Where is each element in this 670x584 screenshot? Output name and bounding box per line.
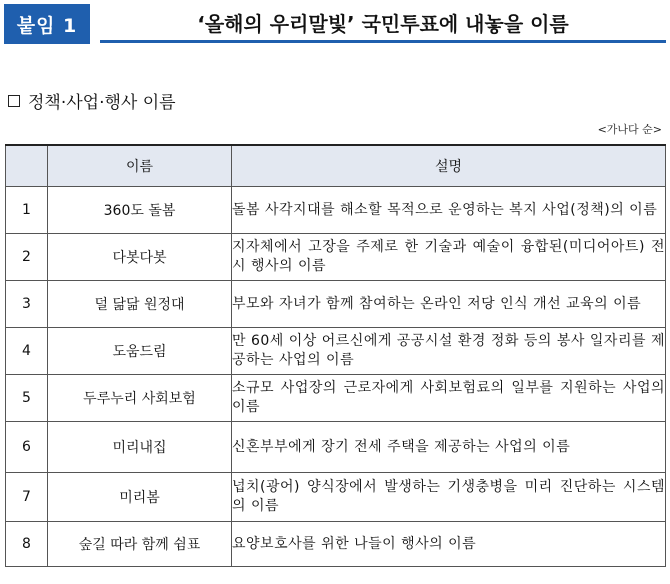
table-row [6,234,666,281]
row-description: 만 60세 이상 어르신에게 공공시설 환경 정화 등의 봉사 일자리를 제공하는 사업의 이름 [232,328,666,375]
column-header-name: 이름 [48,145,232,187]
row-description: 요양보호사를 위한 나들이 행사의 이름 [232,522,666,567]
names-table [5,144,666,567]
row-name: 도움드림 [48,328,232,375]
table-row [6,375,666,422]
row-name: 미리내집 [48,422,232,473]
column-header-number [6,145,48,187]
row-name: 360도 돌봄 [48,187,232,234]
document-header [4,4,666,44]
row-name: 두루누리 사회보험 [48,375,232,422]
table-row [6,422,666,473]
row-name: 숲길 따라 함께 쉼표 [48,522,232,567]
row-number: 4 [6,328,48,375]
document-title: ‘올해의 우리말빛’ 국민투표에 내놓을 이름 [100,4,666,43]
row-number: 5 [6,375,48,422]
row-number: 1 [6,187,48,234]
table-row [6,187,666,234]
row-description: 넙치(광어) 양식장에서 발생하는 기생충병을 미리 진단하는 시스템의 이름 [232,473,666,522]
row-description: 신혼부부에게 장기 전세 주택을 제공하는 사업의 이름 [232,422,666,473]
row-name: 다봇다봇 [48,234,232,281]
row-name: 덜 닮닮 원정대 [48,281,232,328]
row-number: 3 [6,281,48,328]
row-description: 돌봄 사각지대를 해소할 목적으로 운영하는 복지 사업(정책)의 이름 [232,187,666,234]
row-description: 소규모 사업장의 근로자에게 사회보험료의 일부를 지원하는 사업의 이름 [232,375,666,422]
row-description: 지자체에서 고장을 주제로 한 기술과 예술이 융합된(미디어아트) 전시 행사의 이름 [232,234,666,281]
column-header-description: 설명 [232,145,666,187]
row-number: 8 [6,522,48,567]
table-header-row [6,145,666,187]
row-description: 부모와 자녀가 함께 참여하는 온라인 저당 인식 개선 교육의 이름 [232,281,666,328]
table-row [6,473,666,522]
row-number: 6 [6,422,48,473]
section-heading [8,88,176,113]
section-title: 정책·사업·행사 이름 [28,93,176,113]
checkbox-icon [8,95,20,107]
row-number: 7 [6,473,48,522]
table-row [6,281,666,328]
row-name: 미리봄 [48,473,232,522]
sort-note: <가나다 순> [597,123,662,136]
row-number: 2 [6,234,48,281]
table-row [6,328,666,375]
table-row [6,522,666,567]
attachment-badge: 붙임 1 [4,4,90,44]
